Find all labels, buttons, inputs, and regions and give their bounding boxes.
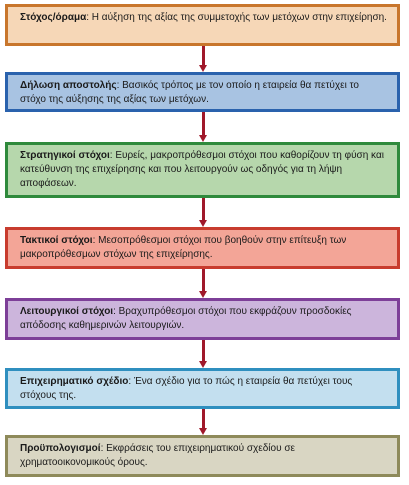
step-operational-goals-term: Λειτουργικοί στόχοι	[20, 306, 114, 317]
step-budgets-separator: :	[100, 443, 107, 454]
step-business-plan-separator: :	[128, 376, 134, 387]
step-mission-term: Δήλωση αποστολής	[20, 80, 117, 91]
step-vision-term: Στόχος/όραμα	[20, 12, 87, 23]
step-tactical-goals-text: Μεσοπρόθεσμοι στόχοι που βοηθούν στην επίτευξη των μακροπρόθεσμων στόχων της επιχείρησης.	[20, 235, 347, 260]
step-tactical-goals-term: Τακτικοί στόχοι	[20, 235, 93, 246]
step-mission-box	[5, 72, 400, 112]
step-budgets-box	[5, 435, 400, 477]
step-tactical-goals-box	[5, 227, 400, 269]
step-tactical-goals-separator: :	[92, 235, 99, 246]
step-operational-goals-box	[5, 298, 400, 340]
step-vision-text: Η αύξηση της αξίας της συμμετοχής των μετόχων στην επιχείρηση.	[91, 12, 387, 23]
flow-arrow-6	[199, 409, 209, 435]
flow-arrow-2	[199, 112, 209, 142]
step-budgets-term: Προϋπολογισμοί	[20, 443, 101, 454]
step-mission-text: Βασικός τρόπος με τον οποίο η εταιρεία θα πετύχει το στόχο της αύξησης της αξίας των μετόχων.	[20, 80, 359, 105]
step-vision-separator: :	[86, 12, 92, 23]
step-strategic-goals-box	[5, 142, 400, 198]
step-business-plan-term: Επιχειρηματικό σχέδιο	[20, 376, 129, 387]
step-budgets-text: Εκφράσεις του επιχειρηματικού σχεδίου σε χρηματοοικονομικούς όρους.	[20, 443, 295, 468]
step-business-plan-text: Ένα σχέδιο για το πώς η εταιρεία θα πετύχει τους στόχους της.	[20, 376, 353, 401]
step-business-plan-box	[5, 368, 400, 409]
flow-arrow-5	[199, 340, 209, 368]
step-operational-goals-text: Βραχυπρόθεσμοι στόχοι που εκφράζουν προσδοκίες απόδοσης καθημερινών λειτουργιών.	[20, 306, 352, 331]
flow-arrow-1	[199, 46, 209, 72]
step-operational-goals-separator: :	[113, 306, 119, 317]
step-vision-box	[5, 4, 400, 46]
flow-arrow-3	[199, 198, 209, 227]
flow-arrow-4	[199, 269, 209, 298]
step-mission-separator: :	[116, 80, 123, 91]
step-strategic-goals-text: Ευρείς, μακροπρόθεσμοι στόχοι που καθορίζουν τη φύση και κατεύθυνση της επιχείρησης και που λειτουργούν ως οδηγός για τη λήψη αποφάσεων.	[20, 150, 384, 189]
step-strategic-goals-term: Στρατηγικοί στόχοι	[20, 150, 110, 161]
step-strategic-goals-separator: :	[109, 150, 116, 161]
